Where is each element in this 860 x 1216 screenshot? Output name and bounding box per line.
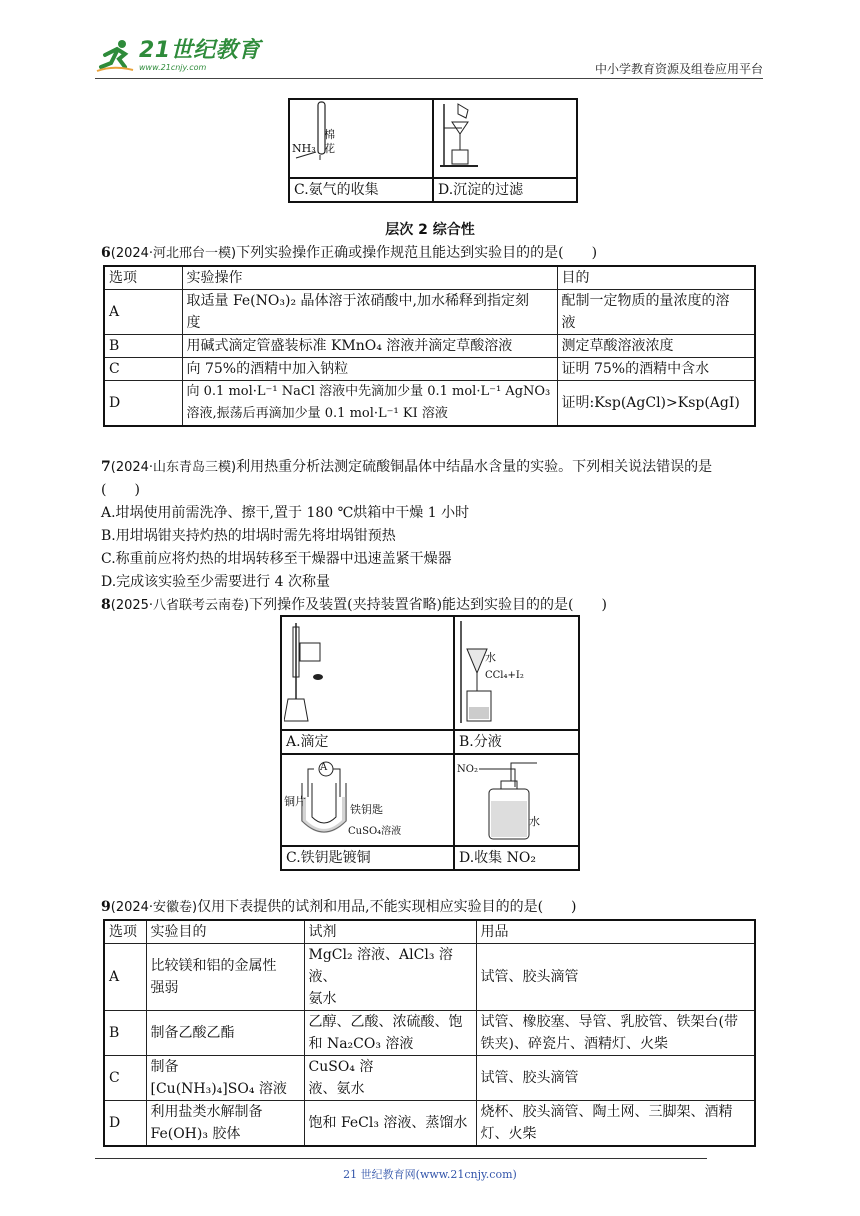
filtration-apparatus-icon	[438, 100, 572, 170]
header-option: 选项	[104, 266, 182, 290]
filtration-figure	[433, 99, 577, 178]
header-aim: 实验目的	[146, 920, 304, 944]
aim-line: 测定草酸溶液浓度	[557, 335, 755, 358]
header-reagent: 试剂	[304, 920, 476, 944]
reagent-line: 液、氨水	[308, 1081, 365, 1097]
option-cell: A	[104, 290, 182, 335]
reagent-line: MgCl₂ 溶液、AlCl₃ 溶液、	[308, 947, 453, 985]
question-8-stem	[101, 594, 607, 617]
table-row	[104, 358, 755, 381]
aim-line: 证明 75%的酒精中含水	[557, 358, 755, 381]
water-label-2: 水	[529, 815, 540, 828]
ammeter-label: A	[320, 762, 328, 773]
question-number: 7	[101, 459, 111, 475]
option-d: D.完成该实验至少需要进行 4 次称量	[101, 574, 330, 590]
footer-divider	[95, 1158, 707, 1159]
question-source: (2025·八省联考云南卷)	[110, 598, 250, 613]
aim-line: 制备乙酸乙酯	[146, 1011, 304, 1056]
aim-line: 液	[561, 315, 576, 331]
ccl4-label: CCl₄+I₂	[485, 670, 524, 681]
items-line: 试管、胶头滴管	[476, 944, 755, 1011]
option-cell: A	[104, 944, 146, 1011]
question-source: (2024·安徽卷)	[110, 900, 198, 915]
items-line: 试管、胶头滴管	[476, 1056, 755, 1101]
label-c: C.铁钥匙镀铜	[281, 846, 454, 870]
question-source: (2024·河北邢台一模)	[110, 246, 237, 261]
ammonia-collection-figure	[289, 99, 433, 178]
table-row	[104, 290, 755, 335]
question-text: 仅用下表提供的试剂和用品,不能实现相应实验目的的是( )	[197, 899, 577, 915]
aim-line: 比较镁和铝的金属性	[150, 958, 277, 974]
option-d-label: D.沉淀的过滤	[433, 178, 577, 202]
question-text: 下列操作及装置(夹持装置省略)能达到实验目的的是( )	[249, 597, 607, 613]
option-a: A.坩埚使用前需洗净、擦干,置于 180 ℃烘箱中干燥 1 小时	[101, 505, 470, 521]
option-cell: D	[104, 381, 182, 427]
option-c-label: C.氨气的收集	[289, 178, 433, 202]
reagent-line: 氨水	[308, 991, 337, 1007]
question-9-stem	[101, 896, 577, 919]
question-text: 下列实验操作正确或操作规范且能达到实验目的的是( )	[236, 245, 598, 261]
electroplating-figure	[281, 754, 454, 846]
option-cell: C	[104, 358, 182, 381]
separating-funnel-figure	[454, 616, 579, 730]
titration-figure	[281, 616, 454, 730]
operation-line: 溶液,振荡后再滴加少量 0.1 mol·L⁻¹ KI 溶液	[186, 406, 448, 421]
label-d: D.收集 NO₂	[454, 846, 579, 870]
operation-line: 向 75%的酒精中加入钠粒	[182, 358, 557, 381]
reagent-line: CuSO₄ 溶	[308, 1059, 374, 1075]
option-cell: B	[104, 1011, 146, 1056]
operation-line: 用碱式滴定管盛装标准 KMnO₄ 溶液并滴定草酸溶液	[182, 335, 557, 358]
option-b: B.用坩埚钳夹持灼热的坩埚时需先将坩埚钳预热	[101, 528, 396, 544]
aim-line: 强弱	[150, 980, 179, 996]
reagent-line: 饱和 FeCl₃ 溶液、蒸馏水	[304, 1101, 476, 1147]
label-a: A.滴定	[281, 730, 454, 754]
option-cell: B	[104, 335, 182, 358]
table-row	[104, 335, 755, 358]
copper-label: 铜片	[284, 795, 306, 808]
aim-line: 配制一定物质的量浓度的溶	[561, 293, 730, 309]
question-8-figure-table	[280, 615, 580, 871]
question-number: 9	[101, 899, 111, 915]
section-title: 层次 2 综合性	[385, 222, 475, 238]
header-items: 用品	[476, 920, 755, 944]
aim-line: 利用盐类水解制备	[150, 1104, 263, 1120]
question-7-stem	[101, 456, 712, 479]
header-option: 选项	[104, 920, 146, 944]
header-divider	[95, 78, 763, 79]
question-7-blank: ( )	[101, 482, 140, 498]
items-line: 灯、火柴	[480, 1126, 537, 1142]
question-source: (2024·山东青岛三模)	[110, 460, 237, 475]
titration-apparatus-icon	[284, 619, 449, 729]
aim-line: [Cu(NH₃)₄]SO₄ 溶液	[150, 1081, 287, 1097]
platform-title: 中小学教育资源及组卷应用平台	[594, 62, 763, 76]
option-cell: D	[104, 1101, 146, 1147]
runner-logo-icon	[95, 37, 135, 75]
table-row	[104, 381, 755, 427]
no2-collection-figure	[454, 754, 579, 846]
logo-title: 21世纪教育	[139, 38, 261, 63]
label-b: B.分液	[454, 730, 579, 754]
header-aim: 目的	[557, 266, 755, 290]
items-line: 铁夹)、碎瓷片、酒精灯、火柴	[480, 1036, 668, 1052]
operation-line: 度	[186, 315, 201, 331]
page-header	[95, 36, 763, 80]
table-row	[104, 1056, 755, 1101]
footer-link[interactable]: 21 世纪教育网(www.21cnjy.com)	[343, 1168, 517, 1181]
question-6-table	[103, 265, 756, 427]
operation-line: 取适量 Fe(NO₃)₂ 晶体溶于浓硝酸中,加水稀释到指定刻	[186, 293, 529, 309]
items-line: 试管、橡胶塞、导管、乳胶管、铁架台(带	[480, 1014, 738, 1030]
top-image-table	[288, 98, 578, 203]
reagent-line: 和 Na₂CO₃ 溶液	[308, 1036, 414, 1052]
aim-line: 制备	[150, 1059, 179, 1075]
water-label: 水	[485, 651, 496, 664]
question-9-table	[103, 919, 756, 1147]
question-text: 利用热重分析法测定硫酸铜晶体中结晶水含量的实验。下列相关说法错误的是	[236, 459, 713, 475]
reagent-line: 乙醇、乙酸、浓硫酸、饱	[308, 1014, 463, 1030]
no2-label: NO₂	[457, 764, 478, 775]
key-label: 铁钥匙	[350, 803, 383, 816]
logo-url: www.21cnjy.com	[139, 63, 207, 72]
nh3-label: NH₃	[292, 142, 316, 155]
table-row	[104, 1101, 755, 1147]
table-row	[104, 1011, 755, 1056]
operation-line: 向 0.1 mol·L⁻¹ NaCl 溶液中先滴加少量 0.1 mol·L⁻¹ AgNO₃	[186, 384, 551, 399]
question-number: 8	[101, 597, 111, 613]
items-line: 烧杯、胶头滴管、陶土网、三脚架、酒精	[480, 1104, 733, 1120]
cuso4-label: CuSO₄溶液	[348, 826, 402, 837]
option-c: C.称重前应将灼热的坩埚转移至干燥器中迅速盖紧干燥器	[101, 551, 452, 567]
site-logo[interactable]	[95, 36, 261, 76]
aim-line: 证明:Ksp(AgCl)>Ksp(AgI)	[557, 381, 755, 427]
table-row	[104, 944, 755, 1011]
question-6-stem	[101, 242, 597, 265]
header-operation: 实验操作	[182, 266, 557, 290]
aim-line: Fe(OH)₃ 胶体	[150, 1126, 241, 1142]
question-number: 6	[101, 245, 111, 261]
option-cell: C	[104, 1056, 146, 1101]
cotton-label: 棉花	[324, 128, 335, 155]
